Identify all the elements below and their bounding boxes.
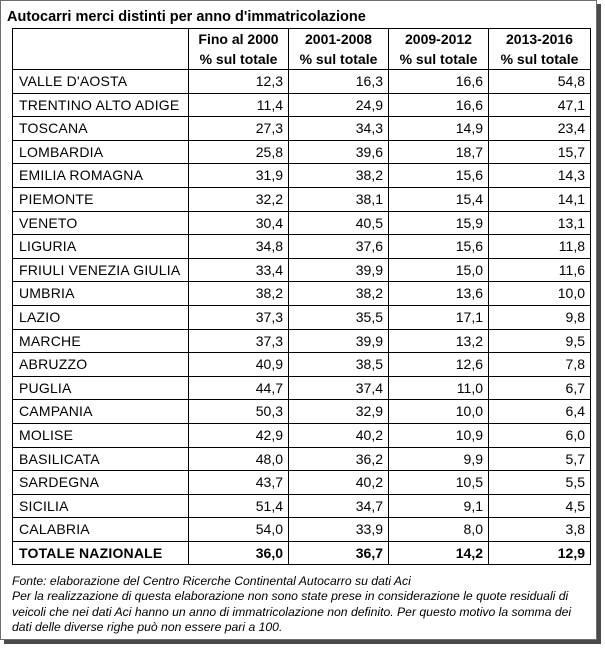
region-name: TOSCANA (13, 117, 189, 141)
table-row (13, 353, 591, 377)
table-row (13, 305, 591, 329)
table-row (13, 70, 591, 94)
source-note: Fonte: elaborazione del Centro Ricerche Continental Autocarro su dati Aci (12, 574, 411, 588)
region-name: LIGURIA (13, 235, 189, 259)
region-name: BASILICATA (13, 447, 189, 471)
value-cell: 39,6 (289, 140, 389, 164)
value-cell: 17,1 (389, 305, 489, 329)
value-cell: 37,4 (289, 376, 389, 400)
value-cell: 34,3 (289, 117, 389, 141)
value-cell: 54,0 (189, 518, 289, 542)
value-cell: 14,9 (389, 117, 489, 141)
table-row (13, 211, 591, 235)
value-cell: 38,2 (289, 164, 389, 188)
value-cell: 5,7 (489, 447, 591, 471)
region-name: MOLISE (13, 423, 189, 447)
value-cell: 40,9 (189, 353, 289, 377)
value-cell: 47,1 (489, 93, 591, 117)
total-row (13, 541, 591, 565)
value-cell: 32,2 (189, 187, 289, 211)
table-row (13, 258, 591, 282)
region-name: CALABRIA (13, 518, 189, 542)
value-cell: 6,4 (489, 400, 591, 424)
value-cell: 15,6 (389, 164, 489, 188)
value-cell: 13,6 (389, 282, 489, 306)
value-cell: 30,4 (189, 211, 289, 235)
value-cell: 9,8 (489, 305, 591, 329)
value-cell: 14,3 (489, 164, 591, 188)
table-row (13, 518, 591, 542)
region-name: MARCHE (13, 329, 189, 353)
value-cell: 10,5 (389, 471, 489, 495)
region-name: PUGLIA (13, 376, 189, 400)
value-cell: 43,7 (189, 471, 289, 495)
region-name: VENETO (13, 211, 189, 235)
value-cell: 15,7 (489, 140, 591, 164)
region-name: TRENTINO ALTO ADIGE (13, 93, 189, 117)
table-row (13, 471, 591, 495)
total-value-4: 12,9 (489, 541, 591, 565)
region-name: UMBRIA (13, 282, 189, 306)
region-name: ABRUZZO (13, 353, 189, 377)
value-cell: 15,9 (389, 211, 489, 235)
region-name: SICILIA (13, 494, 189, 518)
value-cell: 51,4 (189, 494, 289, 518)
value-cell: 50,3 (189, 400, 289, 424)
value-cell: 7,8 (489, 353, 591, 377)
value-cell: 35,5 (289, 305, 389, 329)
value-cell: 3,8 (489, 518, 591, 542)
value-cell: 16,3 (289, 70, 389, 94)
value-cell: 37,3 (189, 305, 289, 329)
table-row (13, 376, 591, 400)
value-cell: 38,2 (189, 282, 289, 306)
table-title: Autocarri merci distinti per anno d'immatricolazione (7, 9, 366, 25)
value-cell: 39,9 (289, 258, 389, 282)
value-cell: 10,0 (489, 282, 591, 306)
value-cell: 48,0 (189, 447, 289, 471)
value-cell: 10,9 (389, 423, 489, 447)
value-cell: 39,9 (289, 329, 389, 353)
header-period-1: Fino al 2000 (189, 29, 289, 50)
value-cell: 6,0 (489, 423, 591, 447)
table-row (13, 187, 591, 211)
region-name: SARDEGNA (13, 471, 189, 495)
table-body (13, 70, 591, 542)
value-cell: 11,4 (189, 93, 289, 117)
value-cell: 15,4 (389, 187, 489, 211)
table-row (13, 164, 591, 188)
value-cell: 9,5 (489, 329, 591, 353)
value-cell: 8,0 (389, 518, 489, 542)
value-cell: 27,3 (189, 117, 289, 141)
value-cell: 23,4 (489, 117, 591, 141)
region-name: FRIULI VENEZIA GIULIA (13, 258, 189, 282)
value-cell: 38,1 (289, 187, 389, 211)
table-row (13, 329, 591, 353)
value-cell: 40,2 (289, 471, 389, 495)
table-row (13, 447, 591, 471)
header-unit-2: % sul totale (289, 49, 389, 70)
value-cell: 37,3 (189, 329, 289, 353)
value-cell: 37,6 (289, 235, 389, 259)
table-row (13, 494, 591, 518)
value-cell: 4,5 (489, 494, 591, 518)
total-value-3: 14,2 (389, 541, 489, 565)
value-cell: 24,9 (289, 93, 389, 117)
value-cell: 33,9 (289, 518, 389, 542)
value-cell: 13,1 (489, 211, 591, 235)
value-cell: 33,4 (189, 258, 289, 282)
value-cell: 5,5 (489, 471, 591, 495)
region-name: EMILIA ROMAGNA (13, 164, 189, 188)
region-name: LAZIO (13, 305, 189, 329)
value-cell: 15,6 (389, 235, 489, 259)
disclaimer-note: Per la realizzazione di questa elaborazione non sono state prese in considerazione le quote residuali di veicoli che nei dati Aci hanno un anno di immatricolazione non definito. Per questo motivo la somma dei dati delle diverse righe può non essere pari a 100. (12, 589, 572, 634)
region-name: VALLE D'AOSTA (13, 70, 189, 94)
value-cell: 11,0 (389, 376, 489, 400)
header-unit-4: % sul totale (489, 49, 591, 70)
region-name: LOMBARDIA (13, 140, 189, 164)
region-name: PIEMONTE (13, 187, 189, 211)
value-cell: 44,7 (189, 376, 289, 400)
table-row (13, 423, 591, 447)
value-cell: 11,6 (489, 258, 591, 282)
table-row (13, 93, 591, 117)
value-cell: 32,9 (289, 400, 389, 424)
value-cell: 14,1 (489, 187, 591, 211)
table-row (13, 400, 591, 424)
value-cell: 12,6 (389, 353, 489, 377)
header-region-cell (13, 29, 189, 70)
value-cell: 38,2 (289, 282, 389, 306)
value-cell: 54,8 (489, 70, 591, 94)
header-unit-3: % sul totale (389, 49, 489, 70)
table-row (13, 282, 591, 306)
header-unit-1: % sul totale (189, 49, 289, 70)
value-cell: 38,5 (289, 353, 389, 377)
value-cell: 40,2 (289, 423, 389, 447)
header-period-3: 2009-2012 (389, 29, 489, 50)
data-table (12, 28, 591, 565)
total-value-1: 36,0 (189, 541, 289, 565)
table-row (13, 140, 591, 164)
value-cell: 15,0 (389, 258, 489, 282)
value-cell: 34,8 (189, 235, 289, 259)
value-cell: 40,5 (289, 211, 389, 235)
header-period-4: 2013-2016 (489, 29, 591, 50)
value-cell: 31,9 (189, 164, 289, 188)
value-cell: 16,6 (389, 93, 489, 117)
header-period-2: 2001-2008 (289, 29, 389, 50)
header-row (13, 29, 591, 50)
value-cell: 13,2 (389, 329, 489, 353)
region-name: CAMPANIA (13, 400, 189, 424)
footnotes (12, 574, 592, 635)
total-value-2: 36,7 (289, 541, 389, 565)
value-cell: 18,7 (389, 140, 489, 164)
value-cell: 9,1 (389, 494, 489, 518)
value-cell: 16,6 (389, 70, 489, 94)
value-cell: 11,8 (489, 235, 591, 259)
table-row (13, 117, 591, 141)
value-cell: 9,9 (389, 447, 489, 471)
value-cell: 36,2 (289, 447, 389, 471)
value-cell: 6,7 (489, 376, 591, 400)
value-cell: 34,7 (289, 494, 389, 518)
value-cell: 42,9 (189, 423, 289, 447)
total-label: TOTALE NAZIONALE (13, 541, 189, 565)
value-cell: 25,8 (189, 140, 289, 164)
value-cell: 10,0 (389, 400, 489, 424)
table-row (13, 235, 591, 259)
value-cell: 12,3 (189, 70, 289, 94)
